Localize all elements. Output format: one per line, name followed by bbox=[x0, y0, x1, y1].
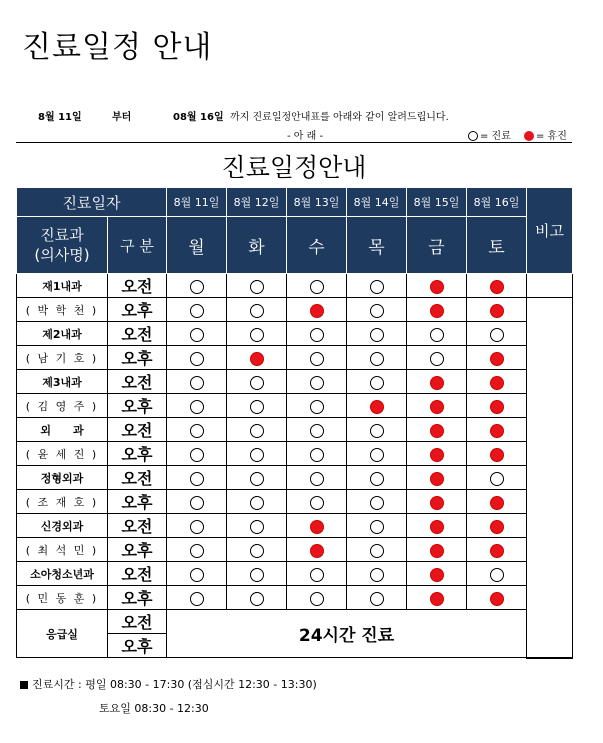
open-circle-icon bbox=[370, 496, 384, 510]
schedule-cell bbox=[407, 538, 467, 562]
closed-dot-icon bbox=[490, 400, 504, 414]
day-header: 수 bbox=[287, 217, 347, 274]
legend-open-label: = 진료 bbox=[480, 131, 511, 142]
dept-name: 제3내과 bbox=[17, 370, 108, 394]
closed-dot-icon bbox=[490, 304, 504, 318]
open-circle-icon bbox=[190, 352, 204, 366]
schedule-cell bbox=[467, 442, 527, 466]
schedule-cell bbox=[467, 346, 527, 370]
schedule-cell bbox=[407, 562, 467, 586]
closed-dot-icon bbox=[310, 544, 324, 558]
shift-label: 오후 bbox=[108, 298, 167, 322]
schedule-cell bbox=[407, 274, 467, 298]
page-title: 진료일정 안내 bbox=[22, 30, 213, 65]
schedule-cell bbox=[167, 466, 227, 490]
table-row bbox=[17, 322, 573, 346]
table-row bbox=[17, 562, 573, 586]
schedule-cell bbox=[287, 298, 347, 322]
schedule-cell bbox=[167, 394, 227, 418]
open-circle-icon bbox=[310, 496, 324, 510]
open-circle-icon bbox=[250, 400, 264, 414]
notice-below-text: - 아 래 - bbox=[287, 131, 324, 142]
day-header: 월 bbox=[167, 217, 227, 274]
table-row bbox=[17, 538, 573, 562]
open-circle-icon bbox=[190, 592, 204, 606]
table-row bbox=[17, 586, 573, 610]
schedule-cell bbox=[467, 514, 527, 538]
dept-name: 제2내과 bbox=[17, 322, 108, 346]
date-header: 8월 12일 bbox=[227, 188, 287, 217]
closed-dot-icon bbox=[490, 448, 504, 462]
closed-dot-icon bbox=[490, 592, 504, 606]
date-header: 8월 11일 bbox=[167, 188, 227, 217]
notice-from-text: 부터 bbox=[112, 112, 132, 123]
schedule-cell bbox=[407, 298, 467, 322]
open-circle-icon bbox=[190, 304, 204, 318]
open-circle-icon bbox=[370, 544, 384, 558]
hours-text: 진료시간 : 평일 08:30 - 17:30 (점심시간 12:30 - 13:30) bbox=[32, 678, 317, 691]
table-row bbox=[17, 490, 573, 514]
schedule-cell bbox=[227, 394, 287, 418]
schedule-cell bbox=[167, 538, 227, 562]
schedule-cell bbox=[347, 370, 407, 394]
schedule-cell bbox=[227, 298, 287, 322]
doctor-name: ( 김 영 주 ) bbox=[17, 394, 108, 418]
schedule-cell bbox=[227, 514, 287, 538]
schedule-cell bbox=[227, 346, 287, 370]
closed-dot-icon bbox=[430, 472, 444, 486]
schedule-cell bbox=[347, 322, 407, 346]
closed-dot-icon bbox=[490, 520, 504, 534]
open-circle-icon bbox=[250, 304, 264, 318]
open-circle-icon bbox=[430, 328, 444, 342]
notice-end-date: 08월 16일 bbox=[173, 112, 224, 123]
table-row bbox=[17, 346, 573, 370]
doctor-name: ( 최 석 민 ) bbox=[17, 538, 108, 562]
schedule-cell bbox=[407, 322, 467, 346]
open-circle-icon bbox=[190, 544, 204, 558]
schedule-cell bbox=[287, 442, 347, 466]
closed-dot-icon bbox=[250, 352, 264, 366]
schedule-cell bbox=[227, 538, 287, 562]
open-circle-icon bbox=[190, 472, 204, 486]
schedule-cell bbox=[467, 394, 527, 418]
open-circle-icon bbox=[370, 304, 384, 318]
notice-until-text: 까지 진료일정안내표를 아래와 같이 알려드립니다. bbox=[230, 112, 449, 123]
open-circle-icon bbox=[370, 280, 384, 294]
table-row bbox=[17, 418, 573, 442]
closed-dot-icon bbox=[430, 424, 444, 438]
closed-dot-icon bbox=[430, 520, 444, 534]
dept-name: 재1내과 bbox=[17, 274, 108, 298]
schedule-cell bbox=[287, 490, 347, 514]
table-row bbox=[17, 394, 573, 418]
open-circle-icon bbox=[250, 520, 264, 534]
table-row bbox=[17, 442, 573, 466]
closed-dot-icon bbox=[430, 568, 444, 582]
shift-header-label: 구 분 bbox=[108, 217, 167, 274]
closed-dot-icon bbox=[430, 496, 444, 510]
schedule-cell bbox=[467, 562, 527, 586]
schedule-cell bbox=[467, 466, 527, 490]
schedule-cell bbox=[347, 514, 407, 538]
schedule-cell bbox=[167, 346, 227, 370]
schedule-table bbox=[16, 187, 573, 659]
open-circle-icon bbox=[250, 472, 264, 486]
schedule-cell bbox=[467, 370, 527, 394]
shift-label: 오전 bbox=[108, 370, 167, 394]
schedule-cell bbox=[407, 586, 467, 610]
closed-dot-icon bbox=[490, 280, 504, 294]
schedule-cell bbox=[227, 490, 287, 514]
shift-label: 오전 bbox=[108, 610, 167, 634]
schedule-cell bbox=[347, 586, 407, 610]
open-circle-icon bbox=[370, 520, 384, 534]
schedule-cell bbox=[407, 394, 467, 418]
schedule-cell bbox=[287, 370, 347, 394]
dept-name: 정형외과 bbox=[17, 466, 108, 490]
open-circle-icon bbox=[250, 544, 264, 558]
day-header: 화 bbox=[227, 217, 287, 274]
shift-label: 오전 bbox=[108, 274, 167, 298]
open-circle-icon bbox=[190, 496, 204, 510]
notice-start-date: 8월 11일 bbox=[38, 112, 82, 123]
schedule-cell bbox=[407, 442, 467, 466]
open-circle-icon bbox=[250, 448, 264, 462]
schedule-cell bbox=[287, 586, 347, 610]
schedule-cell bbox=[167, 490, 227, 514]
date-header-label: 진료일자 bbox=[17, 188, 167, 217]
emergency-name: 응급실 bbox=[17, 610, 108, 658]
open-circle-icon bbox=[190, 424, 204, 438]
hours-line bbox=[20, 676, 317, 692]
remarks-cell bbox=[527, 298, 573, 658]
open-circle-icon bbox=[250, 568, 264, 582]
date-header: 8월 15일 bbox=[407, 188, 467, 217]
shift-label: 오전 bbox=[108, 418, 167, 442]
closed-dot-icon bbox=[430, 448, 444, 462]
table-row bbox=[17, 298, 573, 322]
open-circle-icon bbox=[250, 424, 264, 438]
shift-label: 오후 bbox=[108, 442, 167, 466]
closed-dot-icon bbox=[430, 376, 444, 390]
open-circle-icon bbox=[490, 472, 504, 486]
open-circle-icon bbox=[370, 592, 384, 606]
schedule-cell bbox=[287, 322, 347, 346]
open-circle-icon bbox=[370, 352, 384, 366]
schedule-cell bbox=[227, 466, 287, 490]
schedule-cell bbox=[167, 322, 227, 346]
open-circle-icon bbox=[370, 472, 384, 486]
open-circle-icon bbox=[190, 520, 204, 534]
closed-dot-icon bbox=[524, 131, 534, 141]
schedule-cell bbox=[167, 274, 227, 298]
schedule-table-title: 진료일정안내 bbox=[221, 153, 367, 182]
schedule-cell bbox=[347, 466, 407, 490]
shift-label: 오후 bbox=[108, 394, 167, 418]
schedule-cell bbox=[407, 490, 467, 514]
schedule-cell bbox=[467, 322, 527, 346]
open-circle-icon bbox=[430, 352, 444, 366]
table-row bbox=[17, 514, 573, 538]
schedule-cell bbox=[227, 370, 287, 394]
remarks-cell bbox=[527, 274, 573, 298]
schedule-cell bbox=[347, 538, 407, 562]
shift-label: 오전 bbox=[108, 322, 167, 346]
open-circle-icon bbox=[310, 328, 324, 342]
schedule-cell bbox=[227, 562, 287, 586]
schedule-cell bbox=[467, 418, 527, 442]
emergency-hours: 24시간 진료 bbox=[167, 610, 527, 658]
schedule-cell bbox=[347, 442, 407, 466]
schedule-cell bbox=[227, 586, 287, 610]
dept-name: 외 과 bbox=[17, 418, 108, 442]
schedule-cell bbox=[167, 586, 227, 610]
dept-name: 신경외과 bbox=[17, 514, 108, 538]
open-circle-icon bbox=[490, 568, 504, 582]
closed-dot-icon bbox=[310, 304, 324, 318]
closed-dot-icon bbox=[430, 592, 444, 606]
schedule-cell bbox=[347, 394, 407, 418]
schedule-cell bbox=[407, 370, 467, 394]
open-circle-icon bbox=[370, 448, 384, 462]
open-circle-icon bbox=[310, 352, 324, 366]
header-row-dates bbox=[17, 188, 573, 217]
shift-label: 오후 bbox=[108, 538, 167, 562]
schedule-cell bbox=[347, 298, 407, 322]
open-circle-icon bbox=[190, 568, 204, 582]
shift-label: 오전 bbox=[108, 562, 167, 586]
doctor-name: ( 남 기 호 ) bbox=[17, 346, 108, 370]
shift-label: 오후 bbox=[108, 634, 167, 658]
open-circle-icon bbox=[370, 568, 384, 582]
schedule-cell bbox=[467, 298, 527, 322]
closed-dot-icon bbox=[490, 376, 504, 390]
open-circle-icon bbox=[250, 328, 264, 342]
schedule-cell bbox=[287, 274, 347, 298]
open-circle-icon bbox=[250, 496, 264, 510]
date-header: 8월 13일 bbox=[287, 188, 347, 217]
doctor-name: ( 윤 세 진 ) bbox=[17, 442, 108, 466]
day-header: 목 bbox=[347, 217, 407, 274]
schedule-cell bbox=[287, 394, 347, 418]
legend-closed bbox=[524, 127, 567, 142]
dept-name: 소아청소년과 bbox=[17, 562, 108, 586]
open-circle-icon bbox=[310, 592, 324, 606]
table-row bbox=[17, 274, 573, 298]
schedule-cell bbox=[407, 346, 467, 370]
open-circle-icon bbox=[370, 424, 384, 438]
day-header: 토 bbox=[467, 217, 527, 274]
shift-label: 오전 bbox=[108, 514, 167, 538]
schedule-cell bbox=[347, 418, 407, 442]
open-circle-icon bbox=[468, 131, 478, 141]
remarks-header: 비고 bbox=[527, 188, 573, 274]
closed-dot-icon bbox=[490, 352, 504, 366]
schedule-cell bbox=[347, 562, 407, 586]
open-circle-icon bbox=[310, 400, 324, 414]
schedule-cell bbox=[167, 298, 227, 322]
table-row bbox=[17, 466, 573, 490]
shift-label: 오전 bbox=[108, 466, 167, 490]
schedule-cell bbox=[287, 418, 347, 442]
closed-dot-icon bbox=[310, 520, 324, 534]
schedule-cell bbox=[287, 466, 347, 490]
header-row-days bbox=[17, 217, 573, 274]
closed-dot-icon bbox=[490, 544, 504, 558]
open-circle-icon bbox=[310, 568, 324, 582]
open-circle-icon bbox=[250, 592, 264, 606]
open-circle-icon bbox=[310, 448, 324, 462]
closed-dot-icon bbox=[430, 304, 444, 318]
closed-dot-icon bbox=[490, 496, 504, 510]
square-bullet-icon bbox=[20, 681, 28, 689]
schedule-cell bbox=[407, 466, 467, 490]
closed-dot-icon bbox=[430, 280, 444, 294]
closed-dot-icon bbox=[430, 544, 444, 558]
schedule-cell bbox=[467, 586, 527, 610]
day-header: 금 bbox=[407, 217, 467, 274]
open-circle-icon bbox=[250, 280, 264, 294]
schedule-cell bbox=[167, 418, 227, 442]
schedule-cell bbox=[227, 274, 287, 298]
schedule-cell bbox=[167, 562, 227, 586]
separator-line bbox=[16, 142, 572, 143]
schedule-cell bbox=[167, 370, 227, 394]
open-circle-icon bbox=[370, 328, 384, 342]
date-header: 8월 16일 bbox=[467, 188, 527, 217]
saturday-hours: 토요일 08:30 - 12:30 bbox=[99, 702, 209, 715]
schedule-cell bbox=[407, 418, 467, 442]
closed-dot-icon bbox=[490, 424, 504, 438]
open-circle-icon bbox=[310, 424, 324, 438]
closed-dot-icon bbox=[430, 400, 444, 414]
open-circle-icon bbox=[190, 280, 204, 294]
schedule-cell bbox=[287, 538, 347, 562]
schedule-cell bbox=[467, 274, 527, 298]
open-circle-icon bbox=[310, 280, 324, 294]
dept-header-label: 진료과 (의사명) bbox=[17, 217, 108, 274]
date-header: 8월 14일 bbox=[347, 188, 407, 217]
schedule-cell bbox=[467, 490, 527, 514]
open-circle-icon bbox=[190, 400, 204, 414]
schedule-cell bbox=[227, 322, 287, 346]
shift-label: 오후 bbox=[108, 490, 167, 514]
schedule-cell bbox=[347, 490, 407, 514]
schedule-cell bbox=[227, 442, 287, 466]
schedule-cell bbox=[287, 562, 347, 586]
open-circle-icon bbox=[190, 328, 204, 342]
doctor-name: ( 조 재 호 ) bbox=[17, 490, 108, 514]
schedule-cell bbox=[167, 514, 227, 538]
open-circle-icon bbox=[310, 376, 324, 390]
open-circle-icon bbox=[490, 328, 504, 342]
doctor-name: ( 민 동 훈 ) bbox=[17, 586, 108, 610]
schedule-cell bbox=[287, 346, 347, 370]
doctor-name: ( 박 학 천 ) bbox=[17, 298, 108, 322]
open-circle-icon bbox=[310, 472, 324, 486]
schedule-cell bbox=[227, 418, 287, 442]
open-circle-icon bbox=[190, 376, 204, 390]
open-circle-icon bbox=[370, 376, 384, 390]
schedule-cell bbox=[467, 538, 527, 562]
legend-open bbox=[468, 127, 511, 142]
shift-label: 오후 bbox=[108, 586, 167, 610]
legend-closed-label: = 휴진 bbox=[536, 131, 567, 142]
schedule-cell bbox=[347, 274, 407, 298]
table-row bbox=[17, 370, 573, 394]
schedule-cell bbox=[167, 442, 227, 466]
emergency-row bbox=[17, 610, 573, 634]
open-circle-icon bbox=[250, 376, 264, 390]
open-circle-icon bbox=[190, 448, 204, 462]
schedule-cell bbox=[287, 514, 347, 538]
schedule-cell bbox=[347, 346, 407, 370]
closed-dot-icon bbox=[370, 400, 384, 414]
schedule-cell bbox=[407, 514, 467, 538]
shift-label: 오후 bbox=[108, 346, 167, 370]
